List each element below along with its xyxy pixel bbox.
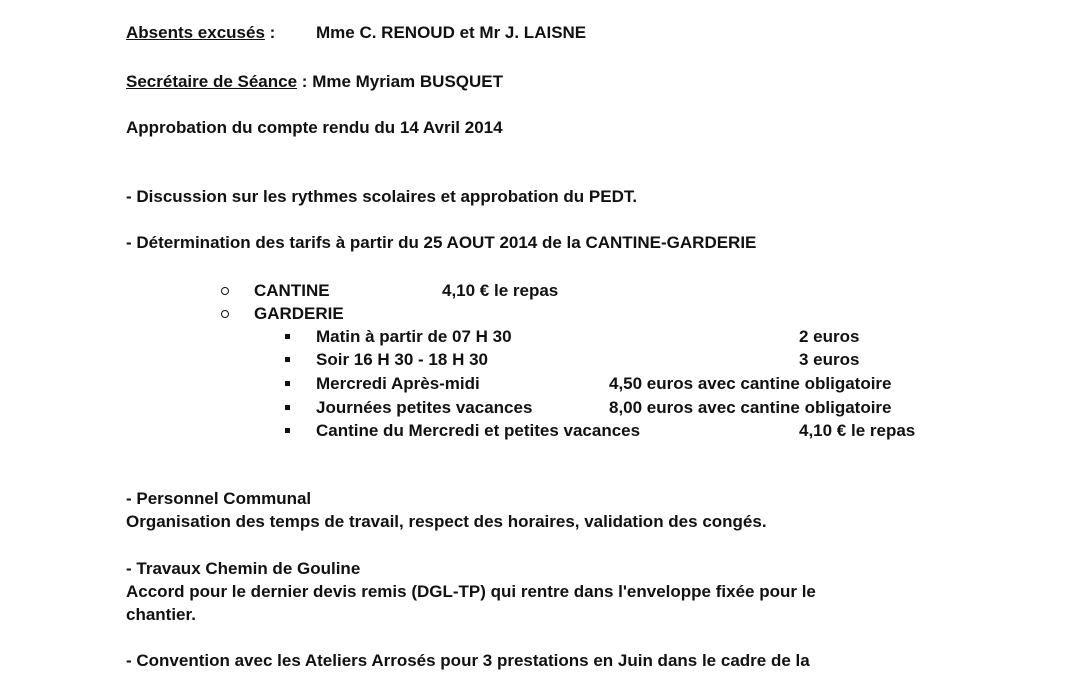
garderie-row-price: 3 euros [799, 350, 860, 369]
garderie-row-label: Matin à partir de 07 H 30 [316, 327, 512, 346]
garderie-row-label: Mercredi Après-midi [316, 374, 480, 393]
garderie-row-price: 2 euros [799, 327, 860, 346]
absents-value: Mme C. RENOUD et Mr J. LAISNE [316, 23, 587, 42]
item-tarifs: - Détermination des tarifs à partir du 25 AOUT 2014 de la CANTINE-GARDERIE [126, 233, 757, 252]
travaux-title: - Travaux Chemin de Gouline [126, 559, 361, 578]
square-bullet-icon [285, 334, 290, 339]
travaux-line1: Accord pour le dernier devis remis (DGL-TP) qui rentre dans l'enveloppe fixée pour le [126, 582, 816, 601]
garderie-row-price: 4,10 € le repas [799, 421, 916, 440]
square-bullet-icon [285, 357, 290, 362]
absents-line [126, 23, 275, 43]
secretaire-line [126, 72, 503, 92]
absents-label: Absents excusés [126, 23, 265, 42]
personnel-title: - Personnel Communal [126, 489, 312, 508]
garderie-row-label: Cantine du Mercredi et petites vacances [316, 421, 641, 440]
circle-bullet-icon [221, 287, 229, 295]
garderie-row-label: Journées petites vacances [316, 398, 533, 417]
personnel-text: Organisation des temps de travail, respect des horaires, validation des congés. [126, 512, 767, 531]
cantine-label: CANTINE [254, 281, 330, 300]
travaux-line2: chantier. [126, 605, 196, 624]
convention-line: - Convention avec les Ateliers Arrosés pour 3 prestations en Juin dans le cadre de la [126, 651, 810, 670]
square-bullet-icon [285, 405, 290, 410]
square-bullet-icon [285, 428, 290, 433]
garderie-row-price: 8,00 euros avec cantine obligatoire [609, 398, 892, 417]
approbation-line: Approbation du compte rendu du 14 Avril 2014 [126, 118, 503, 137]
circle-bullet-icon [221, 310, 229, 318]
secretaire-value: Mme Myriam BUSQUET [312, 72, 504, 91]
secretaire-label: Secrétaire de Séance [126, 72, 298, 91]
garderie-row-label: Soir 16 H 30 - 18 H 30 [316, 350, 488, 369]
absents-sep: : [264, 23, 276, 42]
secretaire-sep: : [297, 72, 308, 91]
garderie-row-price: 4,50 euros avec cantine obligatoire [609, 374, 892, 393]
garderie-label: GARDERIE [254, 304, 344, 323]
cantine-price: 4,10 € le repas [442, 281, 559, 300]
item-rythmes: - Discussion sur les rythmes scolaires et approbation du PEDT. [126, 187, 638, 206]
square-bullet-icon [285, 381, 290, 386]
